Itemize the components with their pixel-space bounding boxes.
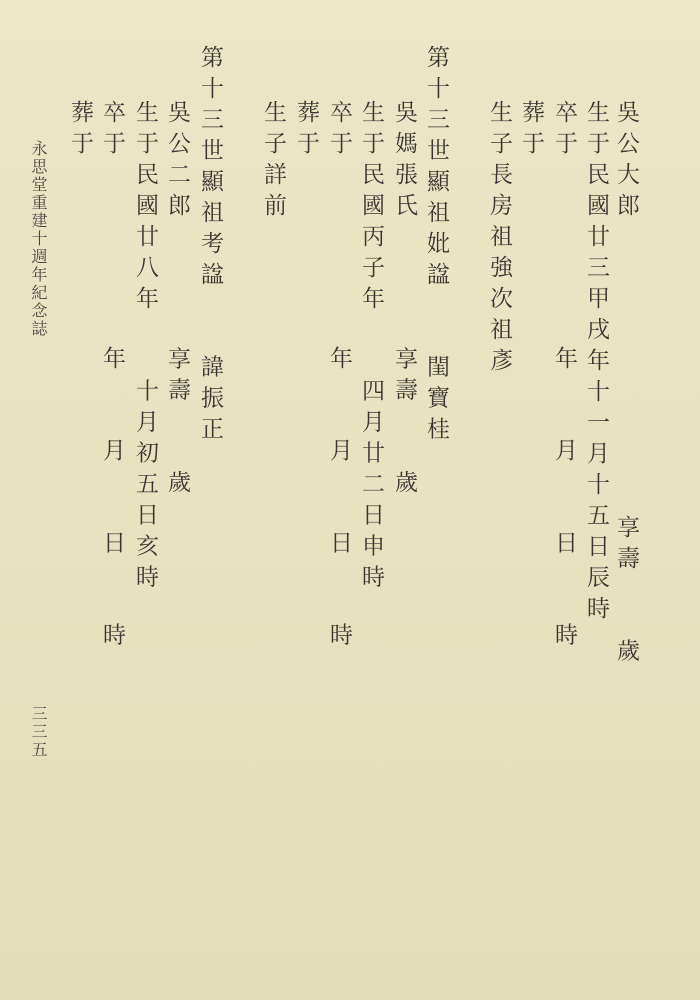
column-6: 第十三世顯祖妣諡 閨寶桂 [423,45,449,448]
column-12: 第十三世顯祖考諡 諱振正 [197,45,223,448]
column-14: 生于民國廿八年 十月初五日亥時 [132,100,158,596]
column-11: 生子詳前 [260,100,286,224]
column-4: 葬于 [518,100,544,162]
column-15: 卒于 年 月 日 時 [99,100,125,654]
column-7: 吳媽張氏 享壽 歲 [391,100,417,501]
page-number: 三三五 [29,705,48,759]
column-8: 生于民國丙子年 四月廿二日申時 [358,100,384,596]
column-9: 卒于 年 月 日 時 [326,100,352,654]
column-5: 生子長房祖強次祖彥 [486,100,512,379]
column-2: 生于民國廿三甲戌年十一月十五日辰時 [583,100,609,627]
column-16: 葬于 [67,100,93,162]
column-1: 吳公大郎 享壽 歲 [613,100,639,670]
side-title: 永思堂重建十週年紀念誌 [29,140,48,338]
column-3: 卒于 年 月 日 時 [551,100,577,654]
column-10: 葬于 [293,100,319,162]
column-13: 吳公二郎 享壽 歲 [164,100,190,501]
